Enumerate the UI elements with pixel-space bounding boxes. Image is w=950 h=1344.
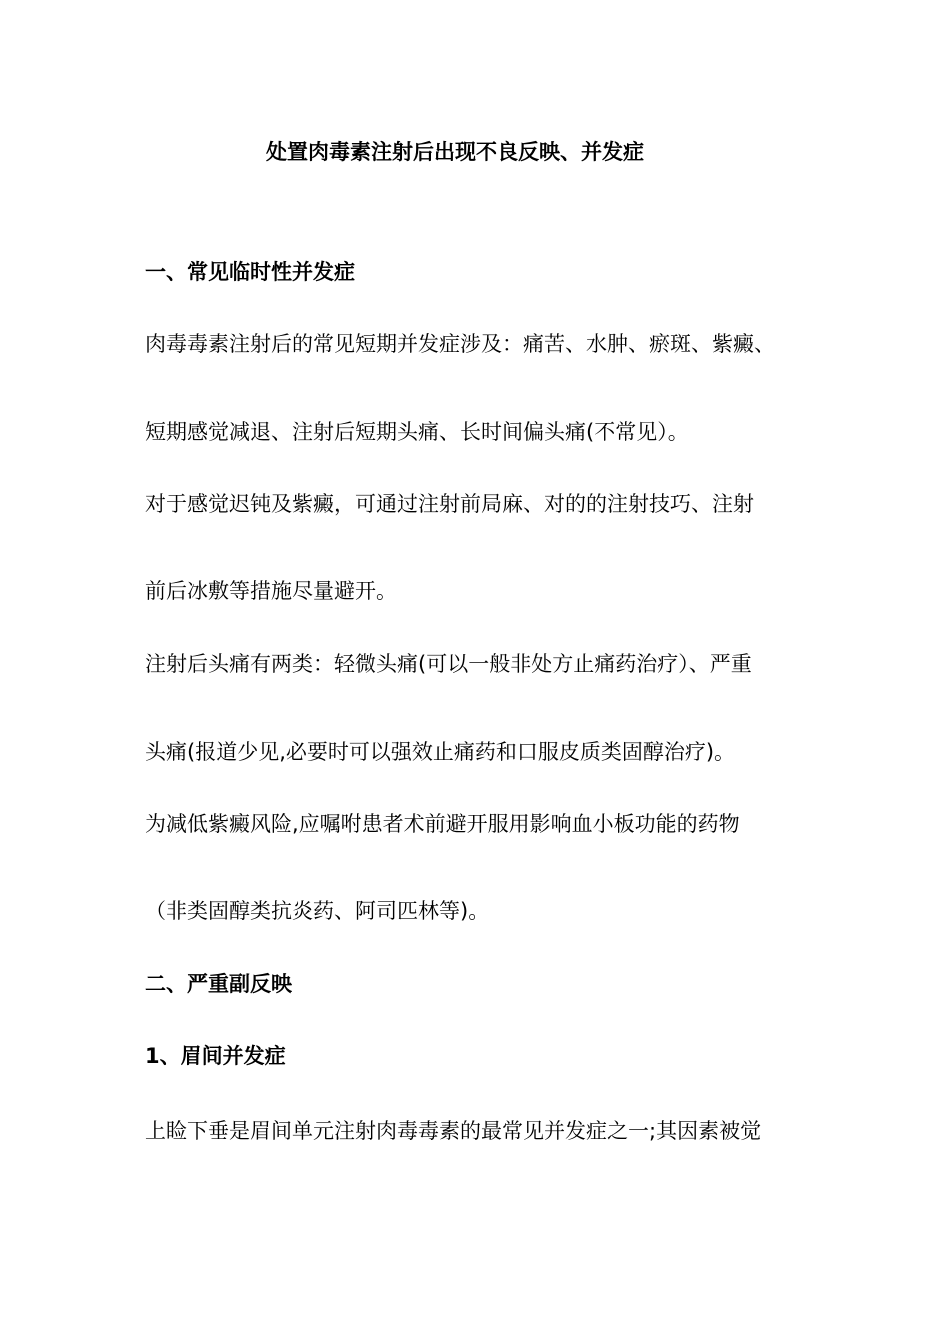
paragraph-line: （非类固醇类抗炎药、阿司匹林等)。 (145, 899, 490, 923)
paragraph-line: 上睑下垂是眉间单元注射肉毒毒素的最常见并发症之一;其因素被觉 (145, 1119, 762, 1143)
paragraph-line: 前后冰敷等措施尽量避开。 (145, 579, 397, 603)
paragraph-line: 对于感觉迟钝及紫癜，可通过注射前局麻、对的的注射技巧、注射 (145, 492, 754, 516)
paragraph-line: 短期感觉减退、注射后短期头痛、长时间偏头痛(不常见）。 (145, 420, 689, 444)
section-heading: 一、常见临时性并发症 (145, 260, 355, 284)
section-heading: 二、严重副反映 (145, 972, 292, 996)
paragraph-line: 肉毒毒素注射后的常见短期并发症涉及：痛苦、水肿、瘀斑、紫癜、 (145, 332, 775, 356)
subsection-heading: 1、眉间并发症 (145, 1044, 286, 1068)
document-title: 处置肉毒素注射后出现不良反映、并发症 (266, 140, 644, 164)
paragraph-line: 头痛(报道少见,必要时可以强效止痛药和口服皮质类固醇治疗)。 (145, 740, 736, 764)
paragraph-line: 为减低紫癜风险,应嘱咐患者术前避开服用影响血小板功能的药物 (145, 812, 740, 836)
paragraph-line: 注射后头痛有两类：轻微头痛(可以一般非处方止痛药治疗）、严重 (145, 652, 752, 676)
